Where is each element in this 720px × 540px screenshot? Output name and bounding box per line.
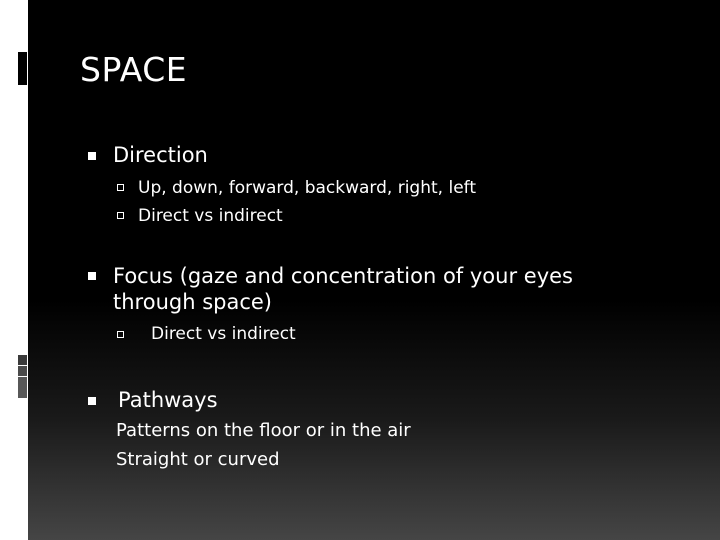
subbullet-focus-direct-indirect: Direct vs indirect (151, 324, 296, 344)
subbullet-direct-indirect: Direct vs indirect (138, 206, 283, 226)
hollow-bullet-icon (117, 184, 124, 191)
accent-stripe-2 (18, 366, 27, 376)
hollow-bullet-icon (117, 331, 124, 338)
square-bullet-icon (88, 152, 96, 160)
pathways-line-patterns: Patterns on the floor or in the air (116, 420, 411, 441)
accent-stripe-3 (18, 377, 27, 398)
bullet-pathways: Pathways (118, 388, 218, 412)
pathways-line-straight-curved: Straight or curved (116, 449, 280, 470)
square-bullet-icon (88, 272, 96, 280)
subbullet-directions-list: Up, down, forward, backward, right, left (138, 178, 476, 198)
slide-title: SPACE (80, 50, 188, 89)
square-bullet-icon (88, 397, 96, 405)
bullet-direction: Direction (113, 143, 208, 167)
bullet-focus-line2: through space) (113, 290, 272, 314)
accent-stripe-1 (18, 355, 27, 365)
title-accent-block (18, 52, 27, 85)
bullet-focus-line1: Focus (gaze and concentration of your eyes (113, 264, 573, 288)
hollow-bullet-icon (117, 212, 124, 219)
